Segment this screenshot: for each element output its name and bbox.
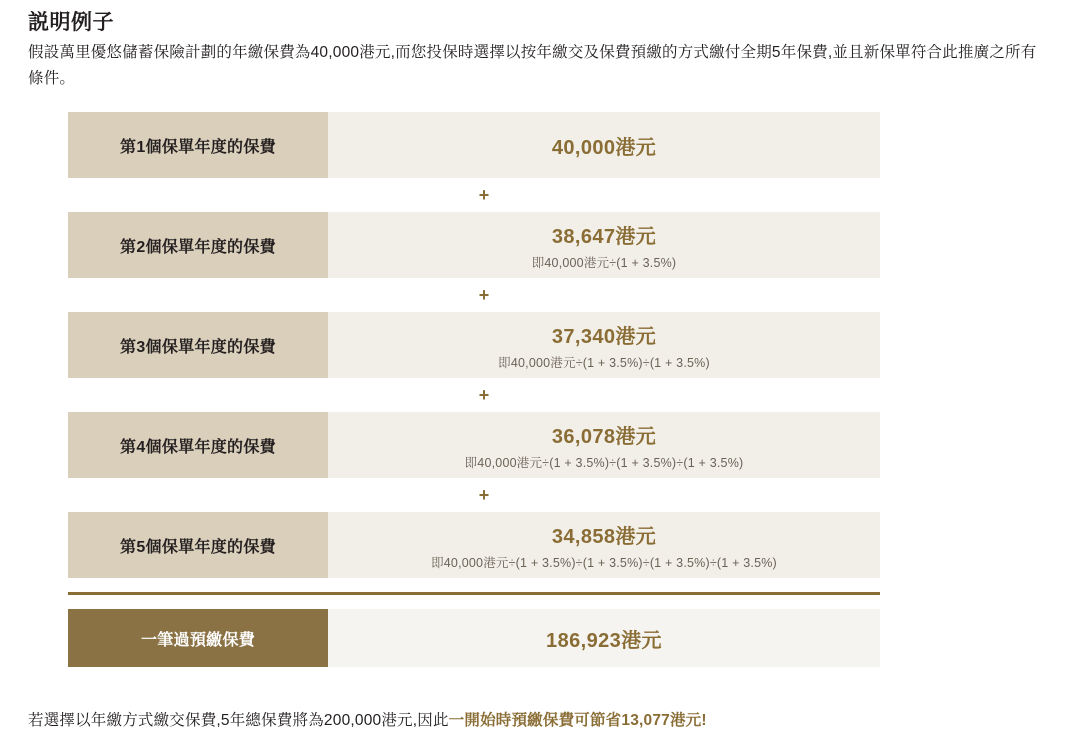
total-amount: 186,923港元: [546, 629, 662, 652]
row-formula: 即40,000港元÷(1 + 3.5%)÷(1 + 3.5%)÷(1 + 3.5%)÷(1 + 3.5%): [431, 555, 777, 570]
footnote-prefix: 若選擇以年繳方式繳交保費,5年總保費將為200,000港元,因此: [28, 712, 449, 729]
row-value: [328, 512, 880, 578]
plus-separator: [68, 278, 880, 312]
plus-separator: [68, 378, 880, 412]
plus-separator: [68, 478, 880, 512]
footnote-highlight: 一開始時預繳保費可節省13,077港元!: [448, 712, 707, 729]
plus-separator: [68, 178, 880, 212]
table-row: [68, 512, 880, 578]
premium-breakdown-table: [68, 112, 880, 667]
row-label: 第3個保單年度的保費: [68, 312, 328, 378]
page-title: 説明例子: [28, 11, 114, 34]
row-formula: 即40,000港元÷(1 + 3.5%)÷(1 + 3.5%)÷(1 + 3.5%): [464, 455, 744, 470]
row-value: [328, 312, 880, 378]
total-divider: [68, 592, 880, 595]
plus-icon: +: [478, 484, 490, 505]
total-value: [328, 609, 880, 667]
row-value: [328, 112, 880, 178]
table-row: [68, 212, 880, 278]
table-row: [68, 412, 880, 478]
row-amount: 40,000港元: [551, 136, 657, 159]
table-row: [68, 312, 880, 378]
table-row: [68, 112, 880, 178]
row-amount: 34,858港元: [551, 525, 657, 548]
total-label: 一筆過預繳保費: [68, 609, 328, 667]
row-formula: 即40,000港元÷(1 + 3.5%)÷(1 + 3.5%): [498, 355, 710, 370]
row-amount: 37,340港元: [551, 325, 657, 348]
footnote: [28, 708, 707, 730]
plus-icon: +: [478, 184, 490, 205]
total-row: [68, 609, 880, 667]
intro-paragraph: 假設萬里優悠儲蓄保險計劃的年繳保費為40,000港元,而您投保時選擇以按年繳交及保費預繳的方式繳付全期5年保費,並且新保單符合此推廣之所有條件。: [28, 44, 1037, 87]
row-label: 第1個保單年度的保費: [68, 112, 328, 178]
row-formula: 即40,000港元÷(1 + 3.5%): [531, 255, 677, 270]
row-value: [328, 412, 880, 478]
row-amount: 36,078港元: [551, 425, 657, 448]
row-label: 第4個保單年度的保費: [68, 412, 328, 478]
row-value: [328, 212, 880, 278]
plus-icon: +: [478, 284, 490, 305]
row-label: 第2個保單年度的保費: [68, 212, 328, 278]
plus-icon: +: [478, 384, 490, 405]
row-label: 第5個保單年度的保費: [68, 512, 328, 578]
row-amount: 38,647港元: [551, 225, 657, 248]
